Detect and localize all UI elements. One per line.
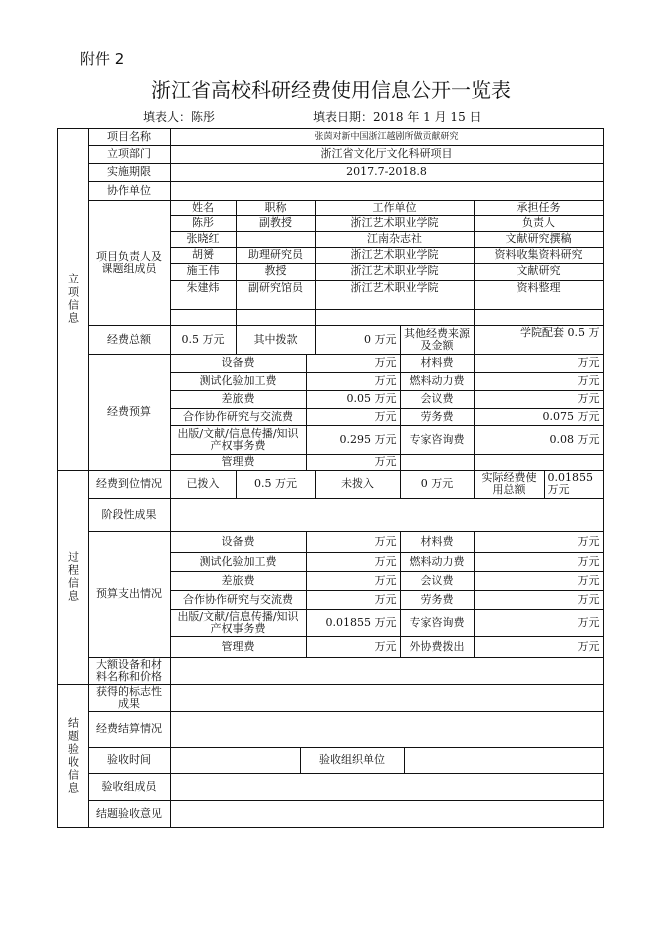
- label-arrival-text: 经费到位情况: [96, 477, 162, 490]
- budget-item: [400, 454, 475, 471]
- budget-item: [170, 609, 307, 637]
- label-received-text: 已拨入: [186, 477, 220, 490]
- value-total-text: 0.5 万元: [181, 332, 225, 346]
- member-cell: [315, 280, 475, 310]
- budget-item: [170, 531, 307, 553]
- budget-amount-text: 万元: [374, 534, 397, 548]
- label-settlement-text: 经费结算情况: [96, 722, 162, 735]
- budget-amount: [306, 636, 401, 658]
- budget-item-text: 差旅费: [221, 392, 255, 405]
- budget-amount-text: 万元: [577, 592, 600, 606]
- member-cell: [315, 247, 475, 264]
- member-cell-text: 张晓红: [186, 231, 220, 245]
- member-cell: [170, 231, 237, 248]
- budget-amount-text: 0.01855 万元: [325, 615, 397, 629]
- budget-amount: [306, 354, 401, 373]
- budget-amount: [474, 354, 604, 373]
- member-cell: [474, 309, 604, 326]
- member-cell: [236, 215, 316, 232]
- member-cell-text: 浙江艺术职业学院: [350, 215, 439, 229]
- label-received: [170, 470, 237, 499]
- member-header: [236, 200, 316, 216]
- member-cell-text: 浙江艺术职业学院: [350, 280, 439, 294]
- budget-amount-text: 万元: [374, 455, 397, 468]
- budget-amount-text: 万元: [577, 573, 600, 587]
- label-equipment-text: 大额设备和材料名称和价格: [96, 657, 162, 683]
- value-pending-text: 0 万元: [420, 477, 454, 490]
- value-period: [170, 163, 604, 182]
- member-cell: [315, 263, 475, 281]
- budget-amount-text: 万元: [577, 374, 600, 387]
- budget-amount-text: 0.05 万元: [346, 392, 397, 405]
- member-cell-text: 资料收集资料研究: [494, 247, 583, 261]
- member-cell: [474, 215, 604, 232]
- value-actual-text: 0.01855 万元: [547, 471, 593, 496]
- budget-item: [400, 425, 475, 455]
- value-acceptance-time: [170, 747, 301, 774]
- budget-amount-text: 万元: [577, 554, 600, 568]
- label-allocated-text: 其中拨款: [253, 332, 298, 346]
- member-cell: [474, 231, 604, 248]
- budget-item-text: 出版/文献/信息传播/知识产权事务费: [177, 609, 299, 635]
- budget-amount: [306, 408, 401, 426]
- value-equipment: [170, 657, 604, 685]
- budget-amount-text: 万元: [374, 374, 397, 387]
- member-cell-text: 副研究馆员: [248, 280, 303, 294]
- budget-item: [400, 552, 475, 572]
- value-allocated: [315, 325, 401, 355]
- budget-item-text: 燃料动力费: [409, 554, 465, 568]
- member-header-text: 姓名: [192, 200, 214, 214]
- budget-amount-text: 万元: [374, 356, 397, 369]
- budget-item: [170, 552, 307, 572]
- budget-item-text: 合作协作研究与交流费: [183, 592, 293, 606]
- filler-name: 填表人：陈彤: [143, 110, 216, 124]
- label-other: [400, 325, 475, 355]
- member-cell-text: 教授: [264, 263, 287, 277]
- budget-amount: [474, 590, 604, 610]
- budget-item: [170, 571, 307, 591]
- value-pending: [400, 470, 475, 499]
- budget-amount: [474, 390, 604, 409]
- budget-item-text: 燃料动力费: [409, 374, 465, 387]
- member-cell-text: 陈彤: [192, 215, 214, 229]
- budget-item-text: 管理费: [221, 455, 255, 468]
- budget-amount: [306, 390, 401, 409]
- section-process-info: [57, 470, 89, 685]
- value-coop: [170, 181, 604, 201]
- budget-amount-text: 0.08 万元: [549, 432, 600, 446]
- label-acceptance-opinion-text: 结题验收意见: [96, 806, 162, 820]
- budget-amount-text: 0.295 万元: [339, 432, 397, 446]
- budget-amount: [474, 372, 604, 391]
- value-achievement: [170, 684, 604, 712]
- budget-amount-text: 万元: [577, 392, 600, 405]
- budget-amount: [306, 454, 401, 471]
- budget-amount: [474, 571, 604, 591]
- budget-item-text: 设备费: [221, 534, 255, 548]
- member-cell-text: 副教授: [259, 215, 292, 229]
- budget-item-text: 材料费: [420, 534, 454, 548]
- budget-item-text: 劳务费: [420, 592, 454, 606]
- label-coop: [88, 181, 171, 201]
- member-cell: [474, 247, 604, 264]
- member-cell-text: 浙江艺术职业学院: [350, 247, 439, 261]
- budget-amount: [474, 531, 604, 553]
- budget-item: [400, 531, 475, 553]
- budget-item-text: 合作协作研究与交流费: [183, 409, 293, 423]
- budget-item-text: 测试化验加工费: [199, 374, 277, 387]
- label-achievement: [88, 684, 171, 712]
- budget-item-text: 专家咨询费: [409, 432, 465, 446]
- label-dept: [88, 145, 171, 164]
- member-cell: [170, 309, 237, 326]
- label-period: [88, 163, 171, 182]
- budget-item-text: 材料费: [420, 356, 454, 369]
- budget-amount: [306, 531, 401, 553]
- budget-amount: [474, 636, 604, 658]
- budget-amount-text: 0.075 万元: [542, 409, 600, 423]
- value-received: [236, 470, 316, 499]
- budget-amount-text: 万元: [577, 356, 600, 369]
- value-total: [170, 325, 237, 355]
- member-cell-text: 资料整理: [516, 280, 561, 294]
- label-pending: [315, 470, 401, 499]
- value-received-text: 0.5 万元: [254, 477, 297, 490]
- label-other-text: 其他经费来源及金额: [404, 326, 470, 352]
- member-cell-text: 浙江艺术职业学院: [350, 263, 439, 277]
- budget-item-text: 测试化验加工费: [199, 554, 277, 568]
- budget-item-text: 外协费拨出: [409, 639, 465, 653]
- value-acceptance-members: [170, 773, 604, 801]
- budget-item: [170, 408, 307, 426]
- budget-item: [170, 636, 307, 658]
- label-stage: [88, 498, 171, 532]
- member-cell: [236, 247, 316, 264]
- member-cell: [474, 263, 604, 281]
- budget-item: [170, 590, 307, 610]
- member-cell: [170, 215, 237, 232]
- label-members: [88, 200, 171, 326]
- label-allocated: [236, 325, 316, 355]
- budget-amount-text: 万元: [374, 573, 397, 587]
- label-total-text: 经费总额: [107, 332, 151, 346]
- budget-amount: [306, 590, 401, 610]
- section-project-info: [57, 128, 89, 471]
- label-stage-text: 阶段性成果: [101, 507, 157, 521]
- value-acceptance-org: [404, 747, 604, 774]
- budget-item: [400, 609, 475, 637]
- budget-amount: [306, 609, 401, 637]
- section-project-info-text: 立项信息: [66, 273, 80, 325]
- label-pending-text: 未拨入: [341, 477, 374, 490]
- budget-amount: [306, 425, 401, 455]
- fill-date: 填表日期：2018 年 1 月 15 日: [313, 110, 482, 124]
- member-cell: [236, 309, 316, 326]
- label-actual-text: 实际经费使用总额: [481, 471, 537, 496]
- member-cell: [170, 280, 237, 310]
- budget-amount-text: 万元: [577, 534, 600, 548]
- member-cell: [170, 263, 237, 281]
- label-actual: [474, 470, 545, 499]
- label-coop-text: 协作单位: [107, 183, 151, 197]
- member-cell-text: 文献研究撰稿: [505, 231, 572, 245]
- member-cell: [315, 215, 475, 232]
- value-dept-text: 浙江省文化厅文化科研项目: [320, 147, 453, 160]
- budget-item: [170, 425, 307, 455]
- budget-amount-text: 万元: [577, 615, 600, 629]
- budget-amount: [474, 454, 604, 471]
- budget-item: [400, 408, 475, 426]
- budget-item-text: 会议费: [420, 573, 454, 587]
- budget-item-text: 管理费: [221, 639, 255, 653]
- value-allocated-text: 0 万元: [364, 332, 397, 346]
- member-header-text: 工作单位: [372, 200, 417, 214]
- label-dept-text: 立项部门: [107, 147, 151, 160]
- budget-amount: [474, 609, 604, 637]
- label-arrival: [88, 470, 171, 499]
- budget-amount: [306, 372, 401, 391]
- section-process-info-text: 过程信息: [66, 551, 80, 603]
- budget-item-text: 劳务费: [420, 409, 454, 423]
- member-cell-text: 江南杂志社: [367, 231, 422, 245]
- label-equipment: [88, 657, 171, 685]
- budget-amount-text: 万元: [577, 639, 600, 653]
- label-acceptance-org: [300, 747, 405, 774]
- value-actual: [544, 470, 604, 499]
- budget-item: [400, 372, 475, 391]
- label-acceptance-opinion: [88, 800, 171, 828]
- value-settlement: [170, 711, 604, 748]
- budget-item: [170, 454, 307, 471]
- member-header: [170, 200, 237, 216]
- budget-item: [170, 372, 307, 391]
- member-cell: [474, 280, 604, 310]
- budget-item: [400, 590, 475, 610]
- value-name-text: 张茵对新中国浙江越剧所做贡献研究: [314, 131, 459, 142]
- value-stage: [170, 498, 604, 532]
- label-acceptance-time-text: 验收时间: [107, 753, 151, 766]
- budget-item-text: 专家咨询费: [409, 615, 465, 629]
- budget-amount: [306, 552, 401, 572]
- label-period-text: 实施期限: [107, 165, 151, 178]
- value-acceptance-opinion: [170, 800, 604, 828]
- label-acceptance-time: [88, 747, 171, 774]
- member-cell: [315, 309, 475, 326]
- label-settlement: [88, 711, 171, 748]
- label-acceptance-org-text: 验收组织单位: [319, 753, 385, 766]
- member-cell-text: 胡赟: [192, 247, 214, 261]
- budget-item: [170, 390, 307, 409]
- label-budget: [88, 354, 171, 471]
- budget-item: [400, 390, 475, 409]
- label-acceptance-members: [88, 773, 171, 801]
- budget-amount: [306, 571, 401, 591]
- label-achievement-text: 获得的标志性成果: [96, 684, 162, 710]
- member-cell-text: 助理研究员: [248, 247, 303, 261]
- member-cell: [236, 231, 316, 248]
- budget-amount-text: 万元: [374, 592, 397, 606]
- label-spend: [88, 531, 171, 658]
- budget-amount-text: 万元: [374, 639, 397, 653]
- page-title: 浙江省高校科研经费使用信息公开一览表: [151, 78, 511, 102]
- budget-item: [400, 571, 475, 591]
- section-closing-info-text: 结题验收信息: [66, 716, 80, 795]
- budget-item-text: 出版/文献/信息传播/知识产权事务费: [177, 426, 299, 452]
- label-name: [88, 128, 171, 146]
- label-name-text: 项目名称: [107, 129, 151, 143]
- budget-item-text: 差旅费: [221, 573, 255, 587]
- member-cell: [170, 247, 237, 264]
- member-cell-text: 朱建炜: [186, 280, 220, 294]
- budget-item-text: 会议费: [420, 392, 454, 405]
- budget-item: [400, 636, 475, 658]
- member-header: [315, 200, 475, 216]
- budget-item: [400, 354, 475, 373]
- value-period-text: 2017.7-2018.8: [346, 165, 427, 178]
- value-other-text: 学院配套 0.5 万: [520, 325, 600, 339]
- budget-amount-text: 万元: [374, 554, 397, 568]
- budget-item-text: 设备费: [221, 356, 255, 369]
- budget-amount: [474, 552, 604, 572]
- label-total: [88, 325, 171, 355]
- label-spend-text: 预算支出情况: [96, 587, 162, 600]
- value-other: [474, 325, 604, 355]
- label-members-text: 项目负责人及课题组成员: [96, 249, 162, 275]
- member-cell: [236, 280, 316, 310]
- value-name: [170, 128, 604, 146]
- member-cell-text: 施王伟: [186, 263, 220, 277]
- budget-item: [170, 354, 307, 373]
- attachment-number: 附件 2: [80, 50, 125, 68]
- member-cell-text: 负责人: [522, 215, 555, 229]
- budget-amount: [474, 408, 604, 426]
- budget-amount-text: 万元: [374, 409, 397, 423]
- label-acceptance-members-text: 验收组成员: [101, 779, 157, 793]
- member-header: [474, 200, 604, 216]
- member-cell: [315, 231, 475, 248]
- label-budget-text: 经费预算: [107, 405, 151, 418]
- member-header-text: 承担任务: [516, 200, 561, 214]
- member-cell-text: 文献研究: [516, 263, 561, 277]
- section-closing-info: [57, 684, 89, 828]
- budget-amount: [474, 425, 604, 455]
- member-header-text: 职称: [264, 200, 287, 214]
- member-cell: [236, 263, 316, 281]
- value-dept: [170, 145, 604, 164]
